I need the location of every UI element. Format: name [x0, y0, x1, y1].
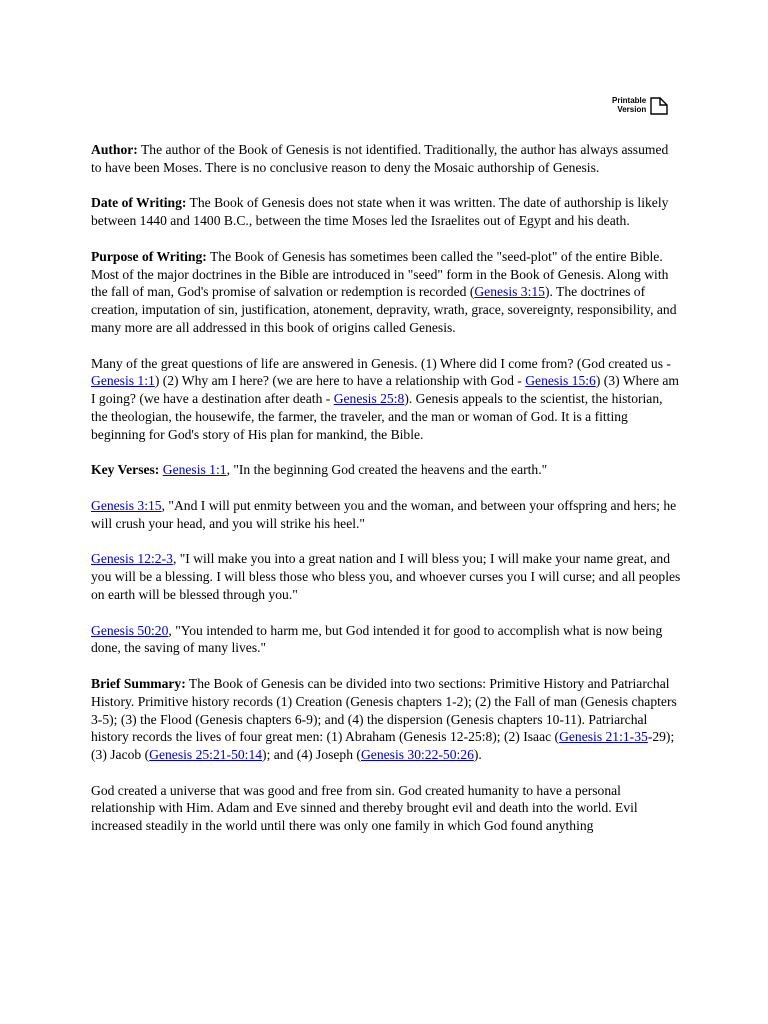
key-verses-paragraph	[91, 461, 681, 479]
scripture-link[interactable]: Genesis 1:1	[91, 373, 155, 389]
printable-line-1: Printable	[612, 96, 647, 105]
article-content	[91, 141, 681, 853]
purpose-text-1: The Book of Genesis has sometimes been called the "seed-plot" of the entire Bible. Most of the major doctrines in the Bible are introduced in "seed" form in the Book of Genesis. Along with the fall of man, God's promise of salvation or redemption is recorded (	[91, 248, 669, 300]
printable-line-2: Version	[617, 105, 647, 114]
purpose-paragraph	[91, 248, 681, 337]
key-verse-text: , "I will make you into a great nation and I will bless you; I will make your name great, and you will be a blessing. I will bless those who bless you, and whoever curses you I will curse; and all peoples on earth will be blessed through you."	[91, 551, 681, 602]
scripture-link[interactable]: Genesis 21:1-35	[559, 729, 648, 745]
key-verses-label: Key Verses:	[91, 462, 160, 478]
closing-text: God created a universe that was good and free from sin. God created humanity to have a personal relationship with Him. Adam and Eve sinned and thereby brought evil and death into the world. Evil increased steadily in the world until there was only one family in which God found anything	[91, 782, 638, 834]
scripture-link[interactable]: Genesis 12:2-3	[91, 551, 173, 567]
key-verse-paragraph	[91, 550, 681, 603]
questions-text-3: ) (3) Where am I going? (we have a destination after death -	[91, 373, 679, 407]
document-icon	[649, 94, 669, 116]
author-paragraph	[91, 141, 681, 177]
scripture-link[interactable]: Genesis 30:22-50:26	[360, 747, 474, 763]
key-verse-paragraph	[91, 497, 681, 533]
printable-version-label	[612, 96, 646, 114]
questions-text-4: ). Genesis appeals to the scientist, the historian, the theologian, the housewife, the farmer, the traveler, and the man or woman of God. It is a fitting beginning for God's story of His plan for mankind, the Bible.	[91, 391, 663, 442]
date-label: Date of Writing:	[91, 195, 187, 211]
scripture-link[interactable]: Genesis 1:1	[162, 462, 227, 478]
author-text: The author of the Book of Genesis is not identified. Traditionally, the author has always assumed to have been Moses. There is no conclusive reason to deny the Mosaic authorship of Genesis.	[91, 142, 669, 175]
questions-paragraph	[91, 355, 681, 444]
purpose-text-2: ). The doctrines of creation, imputation of sin, justification, atonement, depravity, wrath, grace, sovereignty, responsibility, and many more are all addressed in this book of origins called Genesis.	[91, 284, 677, 335]
summary-text-1: The Book of Genesis can be divided into two sections: Primitive History and Patriarchal History. Primitive history records (1) Creation (Genesis chapters 1-2); (2) the Fall of man (Genesis chapters 3-5); (3) the Flood (Genesis chapters 6-9); and (4) the dispersion (Genesis chapters 10-11). Patriarchal history records the lives of four great men: (1) Abraham (Genesis 12-25:8); (2) Isaac (	[91, 675, 677, 745]
scripture-link[interactable]: Genesis 3:15	[474, 284, 545, 300]
key-verse-text: , "In the beginning God created the heavens and the earth."	[226, 462, 548, 478]
author-label: Author:	[91, 142, 138, 157]
key-verse-paragraph	[91, 622, 681, 658]
scripture-link[interactable]: Genesis 3:15	[91, 497, 162, 513]
summary-text-2: -29); (3) Jacob (	[91, 729, 675, 763]
scripture-link[interactable]: Genesis 15:6	[525, 373, 596, 389]
date-of-writing-paragraph	[91, 194, 681, 230]
summary-label: Brief Summary:	[91, 675, 186, 691]
scripture-link[interactable]: Genesis 25:21-50:14	[149, 747, 263, 763]
summary-text-4: ).	[473, 747, 482, 763]
scripture-link[interactable]: Genesis 50:20	[91, 622, 169, 638]
scripture-link[interactable]: Genesis 25:8	[333, 391, 405, 407]
closing-paragraph	[91, 782, 681, 835]
questions-text-2: ) (2) Why am I here? (we are here to have a relationship with God -	[154, 373, 526, 389]
purpose-label: Purpose of Writing:	[91, 248, 207, 264]
printable-version-link[interactable]	[612, 94, 669, 116]
brief-summary-paragraph	[91, 675, 681, 764]
date-text: The Book of Genesis does not state when it was written. The date of authorship is likely between 1440 and 1400 B.C., between the time Moses led the Israelites out of Egypt and his death.	[91, 195, 669, 229]
summary-text-3: ); and (4) Joseph (	[262, 747, 361, 763]
key-verse-text: , "You intended to harm me, but God intended it for good to accomplish what is now being done, the saving of many lives."	[91, 622, 663, 656]
key-verse-text: , "And I will put enmity between you and the woman, and between your offspring and hers; he will crush your head, and you will strike his heel."	[91, 497, 677, 531]
questions-text-1: Many of the great questions of life are answered in Genesis. (1) Where did I come from? (God created us -	[91, 355, 671, 371]
